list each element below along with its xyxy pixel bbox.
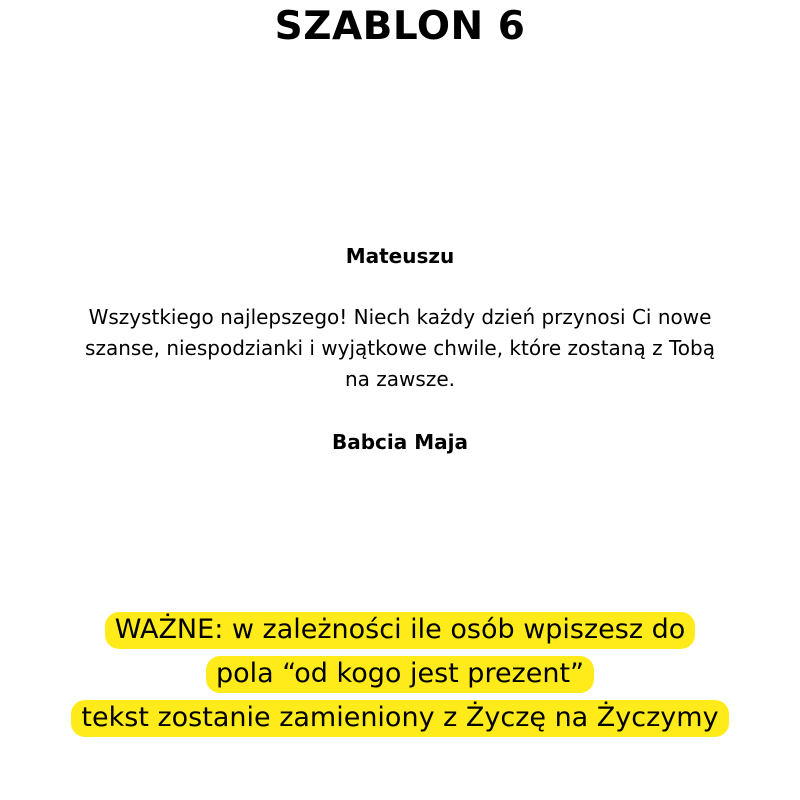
notice-line-3: tekst zostanie zamieniony z Życzę na Życzymy — [71, 700, 728, 737]
notice-line-3-wrapper — [0, 696, 800, 740]
notice-line-1-wrapper — [0, 608, 800, 652]
page-title: SZABLON 6 — [274, 4, 526, 49]
greeting-card-preview — [60, 240, 740, 478]
notice-line-2: pola “od kogo jest prezent” — [206, 656, 594, 693]
important-notice — [0, 608, 800, 740]
recipient-name: Mateuszu — [345, 244, 455, 268]
notice-line-1: WAŻNE: w zależności ile osób wpiszesz do — [105, 612, 696, 649]
greeting-message: Wszystkiego najlepszego! Niech każdy dzień przynosi Ci nowe szanse, niespodzianki i wyjątkowe chwile, które zostaną z Tobą na zawsze. — [85, 305, 715, 391]
signature: Babcia Maja — [332, 430, 468, 454]
notice-line-2-wrapper — [0, 652, 800, 696]
